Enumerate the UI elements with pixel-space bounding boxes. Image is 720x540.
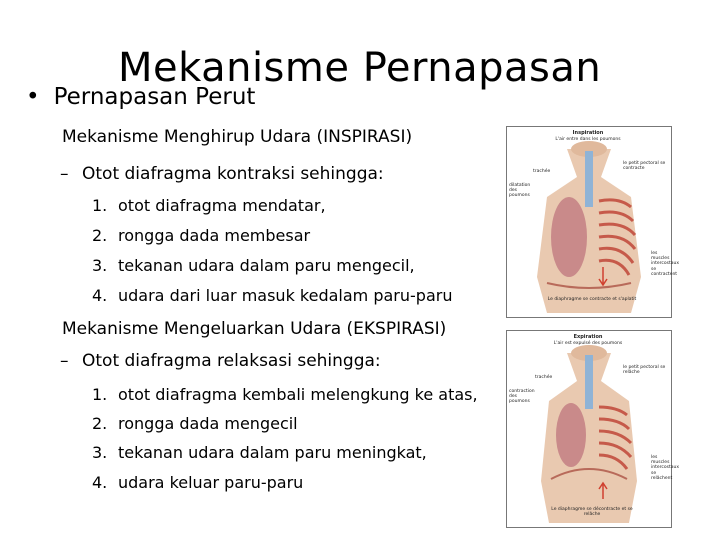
diaphragm-label: Le diaphragme se contracte et s'aplatit: [547, 297, 637, 302]
bullet-dot: •: [26, 84, 40, 110]
trachea-label: trachée: [535, 375, 553, 380]
expiration-illustration: [507, 331, 679, 527]
trachea-label: trachée: [533, 169, 551, 174]
page-title: Mekanisme Pernapasan: [118, 45, 602, 91]
inspirasi-step: 1. otot diafragma mendatar,: [92, 196, 326, 215]
lung-label: dilatation des poumons: [509, 183, 531, 199]
inspirasi-step: 2. rongga dada membesar: [92, 226, 311, 245]
ekspirasi-step: 4. udara keluar paru-paru: [92, 473, 304, 492]
inspiration-figure: [506, 126, 679, 318]
diaphragm-label: Le diaphragme se décontracte et se relâche: [551, 507, 633, 518]
inspirasi-heading: Mekanisme Menghirup Udara (INSPIRASI): [62, 127, 413, 147]
intercostal-label: les muscles intercostaux se relâchent: [651, 455, 679, 481]
expiration-title: Expiration L'air est expulsé des poumons: [553, 334, 623, 346]
inspirasi-step: 4. udara dari luar masuk kedalam paru-paru: [92, 286, 453, 305]
inspirasi-step: 3. tekanan udara dalam paru mengecil,: [92, 256, 415, 275]
pectoral-label: le petit pectoral se contracte: [623, 161, 666, 172]
inspirasi-sub: – Otot diafragma kontraksi sehingga:: [60, 164, 384, 184]
ekspirasi-step: 3. tekanan udara dalam paru meningkat,: [92, 443, 427, 462]
ekspirasi-step: 1. otot diafragma kembali melengkung ke atas,: [92, 385, 478, 404]
main-bullet: [26, 86, 255, 109]
intercostal-label: les muscles intercostaux se contractent: [651, 251, 679, 277]
ekspirasi-sub: – Otot diafragma relaksasi sehingga:: [60, 351, 381, 371]
expiration-figure: [506, 330, 679, 528]
ekspirasi-step: 2. rongga dada mengecil: [92, 414, 298, 433]
inspiration-title: Inspiration L'air entre dans les poumons: [555, 130, 621, 142]
pectoral-label: le petit pectoral se relâche: [623, 365, 666, 376]
inspiration-illustration: [507, 127, 679, 317]
main-bullet-label: Pernapasan Perut: [53, 84, 256, 110]
ekspirasi-heading: Mekanisme Mengeluarkan Udara (EKSPIRASI): [62, 319, 447, 339]
lung-label: contraction des poumons: [509, 389, 535, 405]
